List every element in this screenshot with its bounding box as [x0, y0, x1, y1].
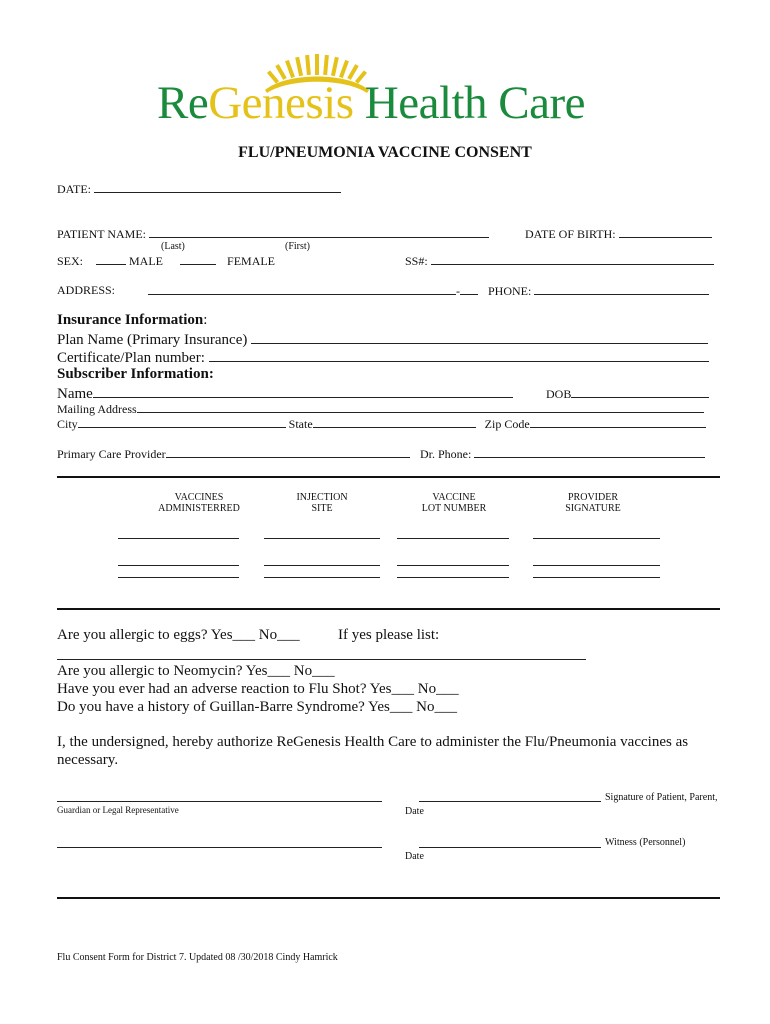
- sex-label: SEX:: [57, 254, 84, 268]
- state-field[interactable]: [313, 416, 476, 428]
- vaccine-field-r3[interactable]: [118, 577, 239, 578]
- dob-field[interactable]: [619, 226, 712, 238]
- patient-signature-field[interactable]: [57, 801, 382, 802]
- site-field-r1[interactable]: [264, 538, 380, 539]
- date-field-1[interactable]: [419, 801, 601, 802]
- col-header-vaccines: VACCINES ADMINISTERRED: [158, 492, 240, 514]
- logo-genesis: Genesis: [208, 77, 354, 129]
- subscriber-name-label: Name: [57, 386, 93, 402]
- state-label: State: [288, 417, 313, 431]
- address-field[interactable]: [148, 283, 456, 295]
- female-label: FEMALE: [227, 254, 276, 268]
- lot-field-r3[interactable]: [397, 577, 509, 578]
- plan-name-field[interactable]: [251, 330, 708, 344]
- section-divider-3: [57, 897, 720, 899]
- dr-phone-label: Dr. Phone:: [420, 447, 472, 461]
- lot-field-r2[interactable]: [397, 565, 509, 566]
- zip-label: Zip Code: [484, 417, 530, 431]
- signature-field-r3[interactable]: [533, 577, 660, 578]
- dob-label: DATE OF BIRTH:: [525, 227, 616, 241]
- lot-field-r1[interactable]: [397, 538, 509, 539]
- ss-label: SS#:: [405, 254, 428, 268]
- guardian-label: Guardian or Legal Representative: [57, 805, 179, 815]
- page-title: FLU/PNEUMONIA VACCINE CONSENT: [238, 144, 532, 161]
- site-field-r3[interactable]: [264, 577, 380, 578]
- first-hint: (First): [285, 241, 310, 252]
- date-label: DATE:: [57, 182, 91, 196]
- authorization-line-1: I, the undersigned, hereby authorize ReGenesis Health Care to administer the Flu/Pneumonia vaccines as: [57, 734, 689, 750]
- signature-field-r2[interactable]: [533, 565, 660, 566]
- phone-label: PHONE:: [488, 284, 532, 298]
- witness-signature-field[interactable]: [57, 847, 382, 848]
- vaccine-field-r2[interactable]: [118, 565, 239, 566]
- vaccine-field-r1[interactable]: [118, 538, 239, 539]
- address-dash: -: [456, 284, 460, 298]
- guillain-barre-question: Do you have a history of Guillan-Barre Syndrome? Yes___ No___: [57, 699, 457, 715]
- patient-name-field[interactable]: [149, 226, 489, 238]
- logo-health-care: Health Care: [353, 77, 586, 129]
- mailing-label: Mailing Address: [57, 402, 137, 416]
- certificate-label: Certificate/Plan number:: [57, 350, 205, 366]
- city-label: City: [57, 417, 78, 431]
- signature-patient-label: Signature of Patient, Parent,: [605, 792, 718, 803]
- footer-note: Flu Consent Form for District 7. Updated 08 /30/2018 Cindy Hamrick: [57, 952, 338, 963]
- col-header-provider-signature: PROVIDER SIGNATURE: [565, 492, 621, 514]
- date-label-1: Date: [405, 806, 424, 817]
- subscriber-dob-field[interactable]: [571, 386, 709, 398]
- phone-field[interactable]: [534, 283, 709, 295]
- neomycin-question: Are you allergic to Neomycin? Yes___ No___: [57, 663, 335, 679]
- last-hint: (Last): [161, 241, 185, 252]
- date-field-2[interactable]: [419, 847, 601, 848]
- adverse-reaction-question: Have you ever had an adverse reaction to Flu Shot? Yes___ No___: [57, 681, 459, 697]
- authorization-line-2: necessary.: [57, 752, 119, 768]
- eggs-list-label: If yes please list:: [338, 627, 440, 643]
- address-label: ADDRESS:: [57, 283, 116, 297]
- date-label-2: Date: [405, 851, 424, 862]
- insurance-heading: Insurance Information: [57, 312, 204, 328]
- subscriber-heading: Subscriber Information:: [57, 366, 214, 382]
- patient-name-label: PATIENT NAME:: [57, 227, 147, 241]
- signature-field-r1[interactable]: [533, 538, 660, 539]
- logo: [157, 52, 627, 132]
- subscriber-name-field[interactable]: [93, 384, 513, 398]
- address-zip-blank[interactable]: [460, 283, 478, 295]
- mailing-field[interactable]: [137, 401, 704, 413]
- subscriber-dob-label: DOB: [546, 387, 572, 401]
- col-header-injection-site: INJECTION SITE: [296, 492, 348, 514]
- eggs-list-field[interactable]: [57, 659, 586, 660]
- male-blank[interactable]: [96, 253, 126, 265]
- date-field[interactable]: [94, 181, 341, 193]
- plan-name-label: Plan Name (Primary Insurance): [57, 332, 248, 348]
- site-field-r2[interactable]: [264, 565, 380, 566]
- col-header-lot-number: VACCINE LOT NUMBER: [421, 492, 487, 514]
- pcp-field[interactable]: [166, 446, 410, 458]
- zip-field[interactable]: [530, 416, 706, 428]
- insurance-colon: :: [203, 312, 208, 328]
- section-divider: [57, 476, 720, 478]
- pcp-label: Primary Care Provider: [57, 447, 166, 461]
- male-label: MALE: [129, 254, 164, 268]
- dr-phone-field[interactable]: [474, 446, 705, 458]
- ss-field[interactable]: [431, 253, 714, 265]
- witness-label: Witness (Personnel): [605, 837, 686, 848]
- logo-re: Re: [157, 77, 209, 129]
- female-blank[interactable]: [180, 253, 216, 265]
- section-divider-2: [57, 608, 720, 610]
- city-field[interactable]: [78, 416, 286, 428]
- eggs-question: Are you allergic to eggs? Yes___ No___: [57, 627, 300, 643]
- certificate-field[interactable]: [209, 348, 709, 362]
